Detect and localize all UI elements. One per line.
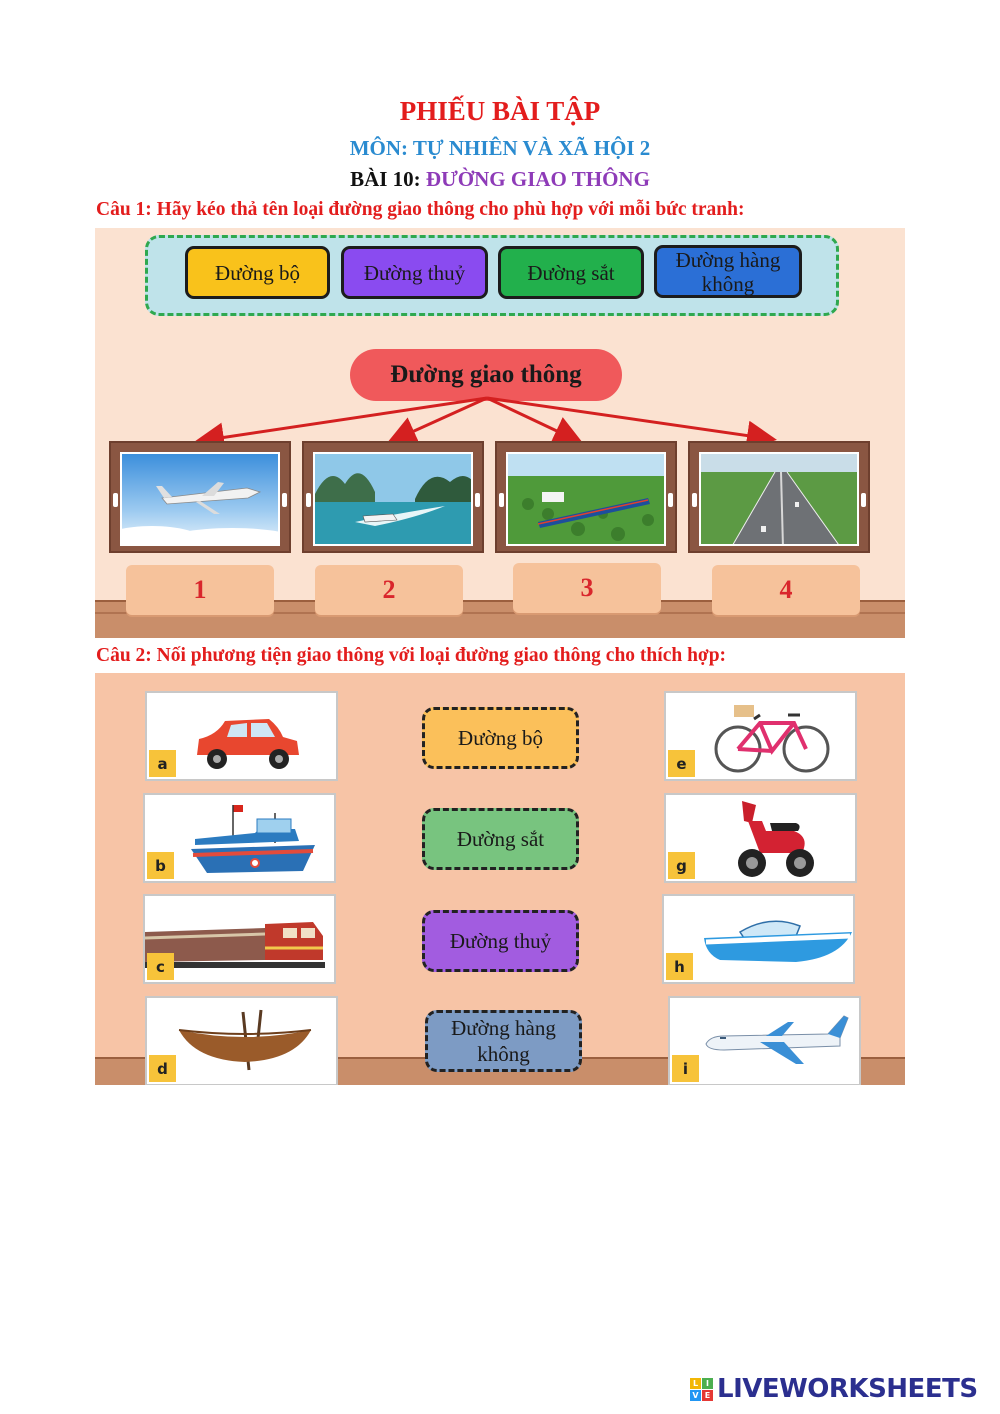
logo-text: LIVEWORKSHEETS <box>717 1374 978 1404</box>
answer-box-2[interactable]: 2 <box>315 565 463 615</box>
scooter-icon <box>722 797 822 883</box>
vehicle-card-i[interactable] <box>668 996 861 1085</box>
target-duong-sat[interactable]: Đường sắt <box>422 808 579 870</box>
question-2-panel <box>95 673 905 1085</box>
card-letter: c <box>147 953 174 980</box>
chip-duong-hang-khong[interactable]: Đường hàng không <box>654 245 802 298</box>
target-duong-hang-khong[interactable]: Đường hàng không <box>425 1010 582 1072</box>
chip-duong-sat[interactable]: Đường sắt <box>498 246 644 299</box>
question-2-prompt: Câu 2: Nối phương tiện giao thông với loại đường giao thông cho thích hợp: <box>96 645 727 666</box>
card-letter: e <box>668 750 695 777</box>
vehicle-card-g[interactable] <box>664 793 857 883</box>
picture-frame-2 <box>302 441 484 553</box>
question-1-panel <box>95 228 905 638</box>
airplane-icon <box>700 1008 850 1074</box>
card-letter: h <box>666 953 693 980</box>
vehicle-card-h[interactable] <box>662 894 855 984</box>
answer-box-4[interactable]: 4 <box>712 565 860 615</box>
speedboat-photo <box>313 452 473 546</box>
picture-frame-4 <box>688 441 870 553</box>
rowboat-icon <box>175 1008 315 1076</box>
motorboat-icon <box>700 910 855 972</box>
vehicle-card-e[interactable] <box>664 691 857 781</box>
question-1-prompt: Câu 1: Hãy kéo thả tên loại đường giao thông cho phù hợp với mỗi bức tranh: <box>96 199 745 220</box>
vehicle-card-c[interactable] <box>143 894 336 984</box>
subject-line: MÔN: TỰ NHIÊN VÀ XÃ HỘI 2 <box>349 136 651 160</box>
vehicle-card-a[interactable] <box>145 691 338 781</box>
lesson-name: ĐƯỜNG GIAO THÔNG <box>425 167 650 191</box>
logo-mark-icon: L I V E <box>690 1378 713 1401</box>
fishing-ship-icon <box>185 799 325 883</box>
highway-photo <box>699 452 859 546</box>
arrows <box>95 228 905 458</box>
answer-box-1[interactable]: 1 <box>126 565 274 615</box>
worksheet-title: PHIẾU BÀI TẬP <box>399 96 601 126</box>
chip-duong-bo[interactable]: Đường bộ <box>185 246 330 299</box>
bicycle-icon <box>710 701 834 777</box>
card-letter: g <box>668 852 695 879</box>
chip-duong-thuy[interactable]: Đường thuỷ <box>341 246 488 299</box>
picture-frame-1 <box>109 441 291 553</box>
lesson-prefix: BÀI 10: <box>350 167 421 191</box>
train-photo <box>506 452 666 546</box>
car-icon <box>187 707 307 777</box>
target-duong-bo[interactable]: Đường bộ <box>422 707 579 769</box>
card-letter: d <box>149 1055 176 1082</box>
lesson-line <box>0 167 1000 192</box>
card-letter: b <box>147 852 174 879</box>
picture-frame-3 <box>495 441 677 553</box>
card-letter: i <box>672 1055 699 1082</box>
card-letter: a <box>149 750 176 777</box>
hub-label: Đường giao thông <box>350 349 622 401</box>
answer-box-3[interactable]: 3 <box>513 563 661 613</box>
liveworksheets-logo[interactable] <box>690 1374 978 1404</box>
target-duong-thuy[interactable]: Đường thuỷ <box>422 910 579 972</box>
vehicle-card-b[interactable] <box>143 793 336 883</box>
airplane-photo <box>120 452 280 546</box>
vehicle-card-d[interactable] <box>145 996 338 1085</box>
